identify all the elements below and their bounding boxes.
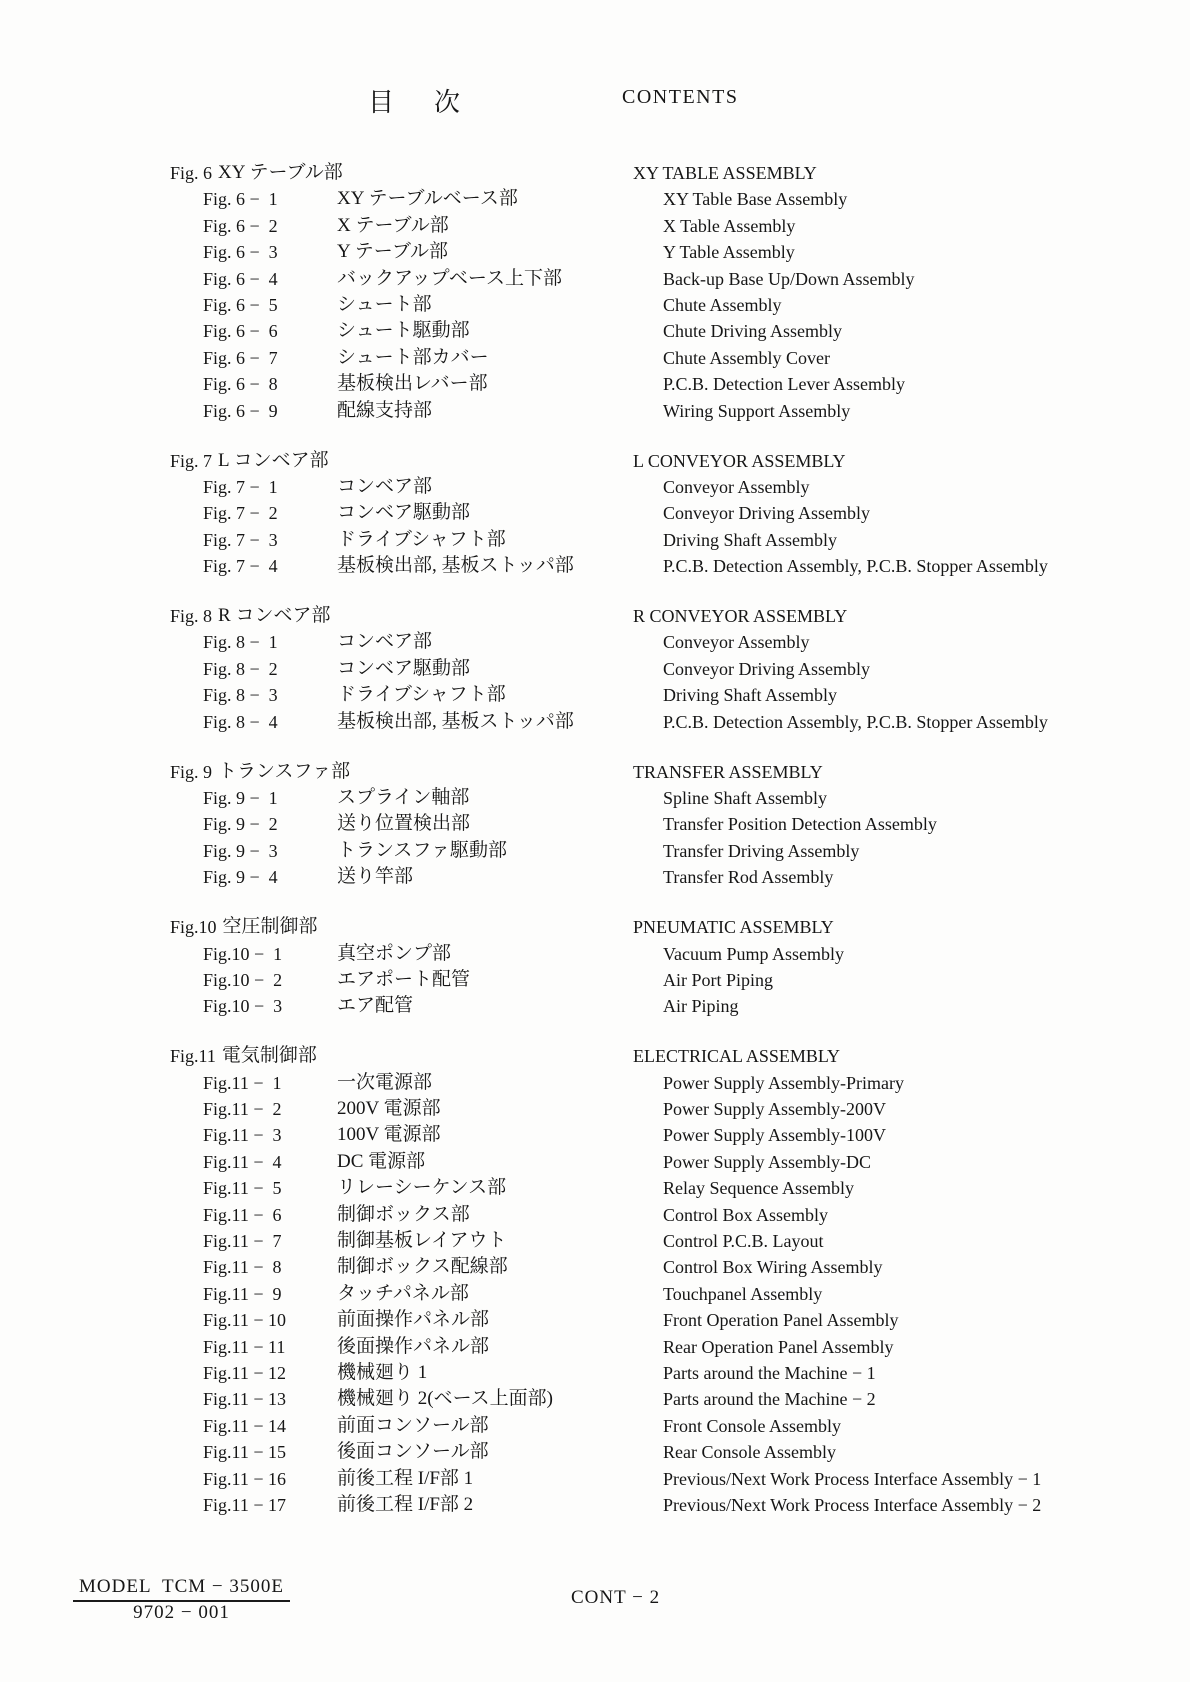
item-left [170,993,633,1019]
item-fig-label: Fig.11 − 13 [203,1389,286,1410]
item-title-english: Power Supply Assembly-200V [663,1099,887,1120]
toc-item-row [170,838,1170,864]
item-title-english: Touchpanel Assembly [663,1283,823,1304]
toc-item-row [170,1386,1170,1412]
item-title-japanese: エア配管 [337,995,414,1017]
section-title-japanese: 電気制御部 [221,1045,317,1067]
footer-document-code: 9702 − 001 [133,1602,230,1623]
item-left [170,1334,633,1360]
item-left [170,811,633,837]
item-title-english: P.C.B. Detection Assembly, P.C.B. Stopper Assembly [663,711,1048,732]
section-gap [170,1020,1170,1044]
item-left [170,682,633,708]
toc-item-row [170,709,1170,735]
toc-item-row [170,941,1170,967]
item-left [170,1413,633,1439]
item-title-english: Transfer Rod Assembly [663,867,834,888]
toc-item-row [170,785,1170,811]
toc-item-row [170,1254,1170,1280]
item-left [170,656,633,682]
page-header [0,0,1190,120]
section-fig-label: Fig. 6 [170,163,213,183]
toc-item-row [170,1360,1170,1386]
item-left [170,186,633,212]
item-title-japanese: シュート部カバー [337,346,489,368]
item-fig-label: Fig.11 − 14 [203,1415,286,1436]
item-left [170,629,633,655]
item-title-english: P.C.B. Detection Assembly, P.C.B. Stopper Assembly [663,556,1048,577]
item-fig-label: Fig. 7 − 2 [203,503,278,524]
item-title-japanese: スプライン軸部 [337,786,470,808]
item-fig-label: Fig.11 − 5 [203,1178,282,1199]
item-title-english: Transfer Driving Assembly [663,840,860,861]
item-title-english: X Table Assembly [663,215,796,236]
item-left [170,1439,633,1465]
item-title-english: Air Port Piping [663,969,774,990]
item-title-english: Driving Shaft Assembly [663,529,837,550]
section-fig-label: Fig. 7 [170,450,213,471]
toc-item-row [170,1439,1170,1465]
item-fig-label: Fig. 7 − 1 [203,476,278,497]
item-fig-label: Fig.11 − 16 [203,1468,286,1489]
item-fig-label: Fig. 9 − 3 [203,840,278,861]
item-title-english: Previous/Next Work Process Interface Assembly − 2 [663,1494,1042,1515]
section-header-row [170,160,1170,186]
item-title-english: Relay Sequence Assembly [663,1178,854,1199]
item-title-english: Parts around the Machine − 2 [663,1389,876,1410]
item-left [170,967,633,993]
section-header-left [170,1043,633,1069]
section-header-left [170,160,633,186]
item-left [170,1070,633,1096]
toc-item-row [170,967,1170,993]
toc-item-row [170,1281,1170,1307]
item-fig-label: Fig.11 − 11 [203,1336,286,1357]
item-title-japanese: バックアップベース上下部 [337,267,562,289]
toc-item-row [170,656,1170,682]
item-fig-label: Fig.11 − 17 [203,1494,286,1515]
item-title-japanese: 後面操作パネル部 [337,1335,490,1357]
item-title-english: Y Table Assembly [663,242,795,263]
section-header-row [170,1043,1170,1069]
section-title-japanese: R コンベア部 [218,605,331,627]
item-left [170,266,633,292]
item-title-japanese: リレーシーケンス部 [337,1177,507,1199]
item-title-japanese: コンベア部 [337,631,433,653]
item-left [170,941,633,967]
item-title-english: P.C.B. Detection Lever Assembly [663,374,905,395]
toc-item-row [170,1122,1170,1148]
item-title-english: Rear Operation Panel Assembly [663,1336,894,1357]
item-fig-label: Fig. 7 − 3 [203,529,278,550]
item-fig-label: Fig. 6 − 6 [203,321,278,342]
item-title-english: Control Box Wiring Assembly [663,1257,883,1278]
item-title-english: Wiring Support Assembly [663,400,851,421]
item-fig-label: Fig. 8 − 3 [203,685,278,706]
item-left [170,1360,633,1386]
item-left [170,371,633,397]
item-title-japanese: ドライブシャフト部 [337,528,506,550]
item-title-english: Parts around the Machine − 1 [663,1362,876,1383]
item-title-english: Conveyor Driving Assembly [663,658,870,679]
item-left [170,1228,633,1254]
item-fig-label: Fig. 7 − 4 [203,556,278,577]
table-of-contents [170,160,1170,1518]
item-title-japanese: 後面コンソール部 [337,1441,489,1463]
item-fig-label: Fig.11 − 3 [203,1125,282,1146]
item-title-japanese: 機械廻り 1 [337,1361,428,1383]
item-left [170,1386,633,1412]
item-title-japanese: タッチパネル部 [337,1282,469,1304]
item-fig-label: Fig. 8 − 2 [203,658,278,679]
item-left [170,345,633,371]
item-left [170,838,633,864]
item-title-english: Front Operation Panel Assembly [663,1310,899,1331]
toc-item-row [170,500,1170,526]
section-title-japanese: L コンベア部 [218,449,329,471]
item-title-japanese: 真空ポンプ部 [337,942,452,964]
item-left [170,1254,633,1280]
item-title-japanese: コンベア部 [337,475,433,497]
page-title-english: CONTENTS [622,86,739,108]
section-title-english: ELECTRICAL ASSEMBLY [633,1046,841,1067]
item-fig-label: Fig. 6 − 4 [203,268,278,289]
toc-item-row [170,292,1170,318]
item-left [170,213,633,239]
item-title-english: Air Piping [663,996,739,1017]
item-title-japanese: 100V 電源部 [337,1124,441,1146]
section-title-english: L CONVEYOR ASSEMBLY [633,450,846,471]
item-title-english: Previous/Next Work Process Interface Assembly − 1 [663,1468,1042,1489]
item-title-japanese: シュート駆動部 [337,320,470,342]
item-fig-label: Fig.11 − 9 [203,1283,282,1304]
item-left [170,864,633,890]
footer-page-number: CONT − 2 [571,1587,661,1608]
toc-item-row [170,186,1170,212]
item-title-japanese: 基板検出部, 基板ストッパ部 [337,710,574,732]
toc-item-row [170,993,1170,1019]
item-title-english: XY Table Base Assembly [663,189,848,210]
item-fig-label: Fig. 9 − 4 [203,867,278,888]
item-title-japanese: Y テーブル部 [337,241,449,263]
item-fig-label: Fig.11 − 7 [203,1231,282,1252]
toc-item-row [170,1334,1170,1360]
item-title-japanese: トランスファ駆動部 [337,839,508,861]
item-fig-label: Fig. 6 − 8 [203,374,278,395]
toc-item-row [170,553,1170,579]
toc-item-row [170,371,1170,397]
item-fig-label: Fig.11 − 6 [203,1204,282,1225]
section-title-english: TRANSFER ASSEMBLY [633,761,823,782]
toc-item-row [170,398,1170,424]
section-header-row [170,448,1170,474]
section-title-japanese: XY テーブル部 [218,162,343,183]
item-title-japanese: 基板検出部, 基板ストッパ部 [337,555,574,577]
item-title-japanese: 送り位置検出部 [337,813,471,835]
item-left [170,1307,633,1333]
section-header-left [170,759,633,785]
item-fig-label: Fig.10 − 3 [203,996,283,1017]
item-title-english: Spline Shaft Assembly [663,787,828,808]
toc-item-row [170,1070,1170,1096]
item-title-japanese: 制御基板レイアウト [337,1230,507,1252]
item-fig-label: Fig. 6 − 2 [203,215,278,236]
toc-item-row [170,811,1170,837]
item-left [170,785,633,811]
item-left [170,239,633,265]
toc-item-row [170,1413,1170,1439]
section-header-row [170,603,1170,629]
item-fig-label: Fig.11 − 1 [203,1072,282,1093]
item-left [170,1281,633,1307]
page-title-japanese: 目次 [368,88,501,117]
section-gap [170,424,1170,448]
item-fig-label: Fig. 8 − 1 [203,632,278,653]
toc-item-row [170,266,1170,292]
item-fig-label: Fig. 6 − 7 [203,347,278,368]
toc-item-row [170,345,1170,371]
item-fig-label: Fig. 9 − 2 [203,814,278,835]
item-title-japanese: DC 電源部 [337,1150,426,1172]
item-fig-label: Fig.10 − 1 [203,943,283,964]
toc-item-row [170,213,1170,239]
toc-item-row [170,1149,1170,1175]
item-left [170,1466,633,1492]
item-left [170,292,633,318]
section-header-left [170,914,633,940]
item-title-japanese: ドライブシャフト部 [337,684,506,706]
footer-model-block [73,1576,290,1624]
item-title-japanese: コンベア駆動部 [337,502,471,524]
item-title-english: Back-up Base Up/Down Assembly [663,268,915,289]
section-gap [170,579,1170,603]
section-gap [170,735,1170,759]
toc-item-row [170,474,1170,500]
toc-item-row [170,527,1170,553]
section-header-left [170,448,633,474]
item-fig-label: Fig.11 − 4 [203,1151,282,1172]
item-left [170,1122,633,1148]
item-title-english: Chute Assembly [663,294,782,315]
item-title-english: Conveyor Assembly [663,632,810,653]
item-title-english: Power Supply Assembly-100V [663,1125,887,1146]
toc-item-row [170,1307,1170,1333]
toc-item-row [170,1175,1170,1201]
item-title-japanese: シュート部 [337,293,432,315]
item-left [170,709,633,735]
item-title-english: Power Supply Assembly-Primary [663,1072,904,1093]
item-left [170,1492,633,1518]
item-fig-label: Fig. 6 − 9 [203,400,278,421]
item-title-english: Chute Driving Assembly [663,321,842,342]
toc-item-row [170,1096,1170,1122]
item-title-english: Chute Assembly Cover [663,347,830,368]
item-title-english: Conveyor Driving Assembly [663,503,870,524]
item-title-japanese: 制御ボックス部 [337,1203,470,1225]
item-left [170,500,633,526]
item-title-english: Vacuum Pump Assembly [663,943,845,964]
toc-item-row [170,629,1170,655]
item-left [170,527,633,553]
section-header-left [170,603,633,629]
section-title-japanese: 空圧制御部 [222,916,318,938]
item-title-english: Rear Console Assembly [663,1442,836,1463]
item-title-japanese: 前面コンソール部 [337,1414,489,1436]
item-title-japanese: 一次電源部 [337,1071,433,1093]
item-title-english: Front Console Assembly [663,1415,842,1436]
item-fig-label: Fig. 6 − 5 [203,294,278,315]
item-title-japanese: 基板検出レバー部 [337,373,488,395]
item-fig-label: Fig. 6 − 1 [203,189,278,210]
item-left [170,398,633,424]
item-title-japanese: XY テーブルベース部 [337,188,518,210]
item-title-english: Driving Shaft Assembly [663,685,837,706]
item-title-japanese: 前面操作パネル部 [337,1309,490,1331]
item-left [170,1175,633,1201]
item-left [170,318,633,344]
toc-item-row [170,1228,1170,1254]
toc-item-row [170,682,1170,708]
section-gap [170,891,1170,915]
item-left [170,474,633,500]
section-fig-label: Fig.10 [170,917,217,938]
toc-item-row [170,1492,1170,1518]
toc-item-row [170,1202,1170,1228]
section-fig-label: Fig.11 [170,1046,216,1067]
section-title-japanese: トランスファ部 [218,760,351,782]
section-title-english: R CONVEYOR ASSEMBLY [633,606,848,627]
toc-item-row [170,318,1170,344]
footer-model-number: MODEL TCM − 3500E [73,1576,290,1602]
section-header-row [170,759,1170,785]
section-title-english: PNEUMATIC ASSEMBLY [633,917,834,938]
item-title-english: Power Supply Assembly-DC [663,1151,872,1172]
section-title-english: XY TABLE ASSEMBLY [633,163,817,183]
item-title-japanese: エアポート配管 [337,968,471,990]
item-fig-label: Fig.10 − 2 [203,969,283,990]
item-title-english: Control P.C.B. Layout [663,1231,824,1252]
item-left [170,1149,633,1175]
toc-item-row [170,239,1170,265]
item-left [170,553,633,579]
toc-item-row [170,1466,1170,1492]
item-fig-label: Fig.11 − 12 [203,1362,286,1383]
item-title-japanese: X テーブル部 [337,214,449,236]
item-left [170,1096,633,1122]
item-title-japanese: 機械廻り 2(ベース上面部) [337,1388,553,1410]
toc-item-row [170,864,1170,890]
item-title-japanese: 前後工程 I/F部 2 [337,1493,474,1515]
item-title-japanese: コンベア駆動部 [337,657,471,679]
item-fig-label: Fig. 8 − 4 [203,711,278,732]
item-fig-label: Fig.11 − 10 [203,1310,286,1331]
item-left [170,1202,633,1228]
item-title-english: Transfer Position Detection Assembly [663,814,937,835]
section-header-row [170,914,1170,940]
item-title-english: Conveyor Assembly [663,476,810,497]
item-title-japanese: 前後工程 I/F部 1 [337,1467,474,1489]
item-title-japanese: 配線支持部 [337,399,433,421]
item-fig-label: Fig. 9 − 1 [203,787,278,808]
item-title-english: Control Box Assembly [663,1204,829,1225]
item-fig-label: Fig.11 − 15 [203,1442,286,1463]
item-fig-label: Fig.11 − 8 [203,1257,282,1278]
section-fig-label: Fig. 9 [170,761,213,782]
item-fig-label: Fig.11 − 2 [203,1099,282,1120]
item-fig-label: Fig. 6 − 3 [203,242,278,263]
item-title-japanese: 送り竿部 [337,866,414,888]
section-fig-label: Fig. 8 [170,606,213,627]
item-title-japanese: 制御ボックス配線部 [337,1256,508,1278]
item-title-japanese: 200V 電源部 [337,1098,441,1120]
